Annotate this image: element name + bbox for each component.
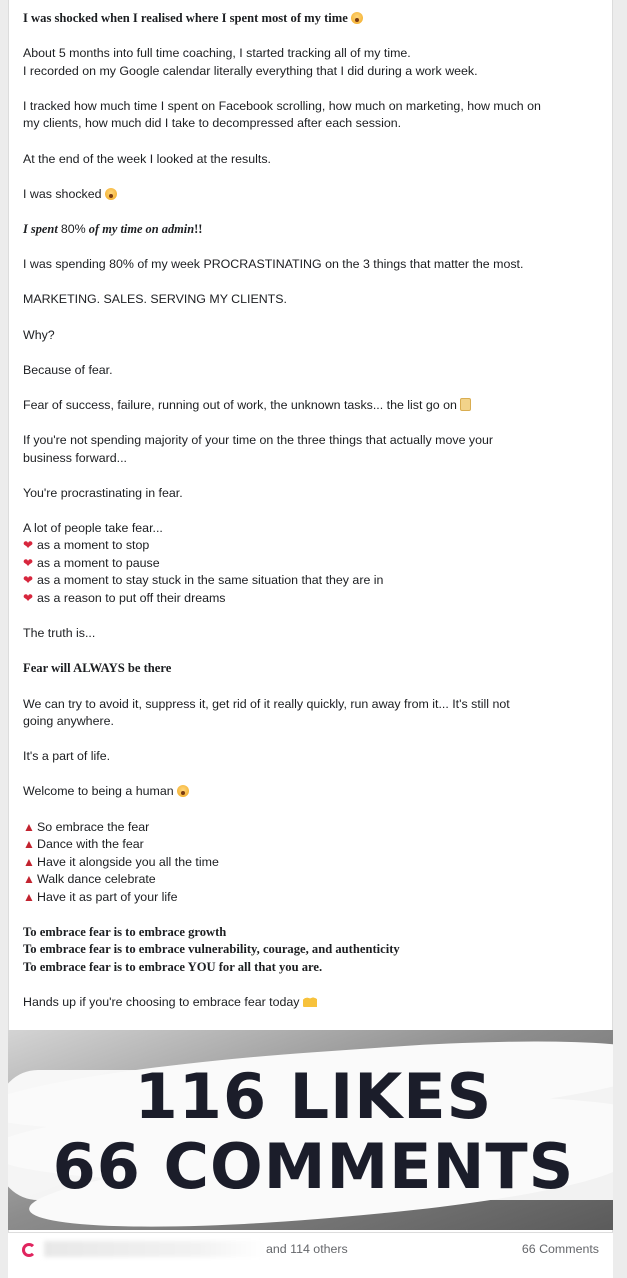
paragraph-16-line-2: going anywhere. bbox=[23, 714, 114, 728]
raising-hands-icon bbox=[303, 997, 317, 1007]
paragraph-18 bbox=[23, 783, 603, 801]
fear-list-text: as a moment to stop bbox=[37, 538, 150, 553]
paragraph-5-italic-b: of my time on admin bbox=[85, 221, 195, 236]
paragraph-13: A lot of people take fear... bbox=[23, 520, 163, 535]
post-title bbox=[23, 10, 603, 28]
paragraph-11-line-2: business forward... bbox=[23, 450, 127, 465]
broken-heart-icon: ❤ bbox=[23, 538, 34, 553]
embrace-list-text: Have it alongside you all the time bbox=[37, 854, 219, 869]
love-reaction-icon[interactable] bbox=[22, 1243, 36, 1257]
dancer-icon: ▲ bbox=[23, 854, 35, 869]
paragraph-14: The truth is... bbox=[23, 626, 96, 641]
fear-list-item bbox=[23, 555, 603, 573]
likes-banner-text: 116 LIKES bbox=[134, 1060, 493, 1133]
embrace-list-item bbox=[23, 819, 603, 837]
paragraph-4 bbox=[23, 186, 603, 204]
post-body bbox=[23, 10, 603, 1011]
embrace-list-item bbox=[23, 889, 603, 907]
paragraph-18-text: Welcome to being a human bbox=[23, 784, 174, 799]
paragraph-12: You're procrastinating in fear. bbox=[23, 485, 183, 500]
paragraph-5-end: !! bbox=[194, 221, 203, 236]
smiling-face-icon bbox=[177, 785, 189, 797]
dancer-icon: ▲ bbox=[23, 889, 35, 904]
embrace-list-item bbox=[23, 854, 603, 872]
fear-list-item bbox=[23, 537, 603, 555]
astonished-face-icon bbox=[105, 188, 117, 200]
paragraph-1-line-2: I recorded on my Google calendar literally everything that I did during a work week. bbox=[23, 63, 478, 78]
dancer-icon: ▲ bbox=[23, 872, 35, 887]
embrace-list-text: Walk dance celebrate bbox=[37, 872, 156, 887]
broken-heart-icon: ❤ bbox=[23, 573, 34, 588]
bold-line: To embrace fear is to embrace vulnerability, courage, and authenticity bbox=[23, 942, 400, 957]
fear-list-text: as a moment to stay stuck in the same situation that they are in bbox=[37, 573, 384, 588]
embrace-list-item bbox=[23, 836, 603, 854]
comments-count-link[interactable]: 66 Comments bbox=[521, 1242, 599, 1256]
paragraph-4-text: I was shocked bbox=[23, 186, 102, 201]
comments-banner-text: 66 COMMENTS bbox=[52, 1130, 575, 1203]
paragraph-11-line-1: If you're not spending majority of your time on the three things that actually move your bbox=[23, 433, 494, 448]
broken-heart-icon: ❤ bbox=[23, 555, 34, 570]
paragraph-9: Because of fear. bbox=[23, 362, 113, 377]
fear-list-text: as a reason to put off their dreams bbox=[37, 590, 226, 605]
post-footer bbox=[8, 1232, 613, 1278]
paragraph-16-line-1: We can try to avoid it, suppress it, get rid of it really quickly, run away from it... It's still not bbox=[23, 696, 510, 711]
paragraph-15: Fear will ALWAYS be there bbox=[23, 661, 172, 676]
paragraph-2-line-2: my clients, how much did I take to decompressed after each session. bbox=[23, 116, 402, 131]
paragraph-5-italic-a: I spent bbox=[23, 221, 61, 236]
paragraph-17: It's a part of life. bbox=[23, 749, 111, 764]
paragraph-10 bbox=[23, 397, 603, 415]
post-title-text: I was shocked when I realised where I spent most of my time bbox=[23, 11, 348, 25]
embrace-list-text: Have it as part of your life bbox=[37, 889, 178, 904]
bold-line: To embrace fear is to embrace YOU for all that you are. bbox=[23, 959, 323, 974]
fear-list-text: as a moment to pause bbox=[37, 555, 160, 570]
reaction-names-blurred bbox=[44, 1241, 264, 1257]
paragraph-5-mid: 80% bbox=[60, 221, 86, 236]
dancer-icon: ▲ bbox=[23, 837, 35, 852]
fear-list-item bbox=[23, 590, 603, 608]
paragraph-10-text: Fear of success, failure, running out of work, the unknown tasks... the list go on bbox=[23, 397, 457, 412]
paragraph-5 bbox=[23, 221, 603, 239]
closing-line bbox=[23, 994, 603, 1012]
paragraph-6: I was spending 80% of my week PROCRASTINATING on the 3 things that matter the most. bbox=[23, 257, 524, 272]
embrace-list-text: Dance with the fear bbox=[37, 837, 144, 852]
closing-text: Hands up if you're choosing to embrace fear today bbox=[23, 994, 300, 1009]
bold-line: To embrace fear is to embrace growth bbox=[23, 924, 227, 939]
scroll-icon bbox=[460, 398, 471, 411]
broken-heart-icon: ❤ bbox=[23, 590, 34, 605]
dancer-icon: ▲ bbox=[23, 819, 35, 834]
fear-list-item bbox=[23, 572, 603, 590]
embrace-list-item bbox=[23, 871, 603, 889]
paragraph-1-line-1: About 5 months into full time coaching, I started tracking all of my time. bbox=[23, 46, 411, 61]
astonished-face-icon bbox=[351, 12, 363, 24]
paragraph-8: Why? bbox=[23, 327, 55, 342]
paragraph-2-line-1: I tracked how much time I spent on Facebook scrolling, how much on marketing, how much on bbox=[23, 98, 541, 113]
embrace-list-text: So embrace the fear bbox=[37, 819, 150, 834]
reaction-count-link[interactable]: and 114 others bbox=[266, 1242, 348, 1256]
paragraph-7: MARKETING. SALES. SERVING MY CLIENTS. bbox=[23, 292, 287, 307]
paragraph-3: At the end of the week I looked at the results. bbox=[23, 151, 271, 166]
